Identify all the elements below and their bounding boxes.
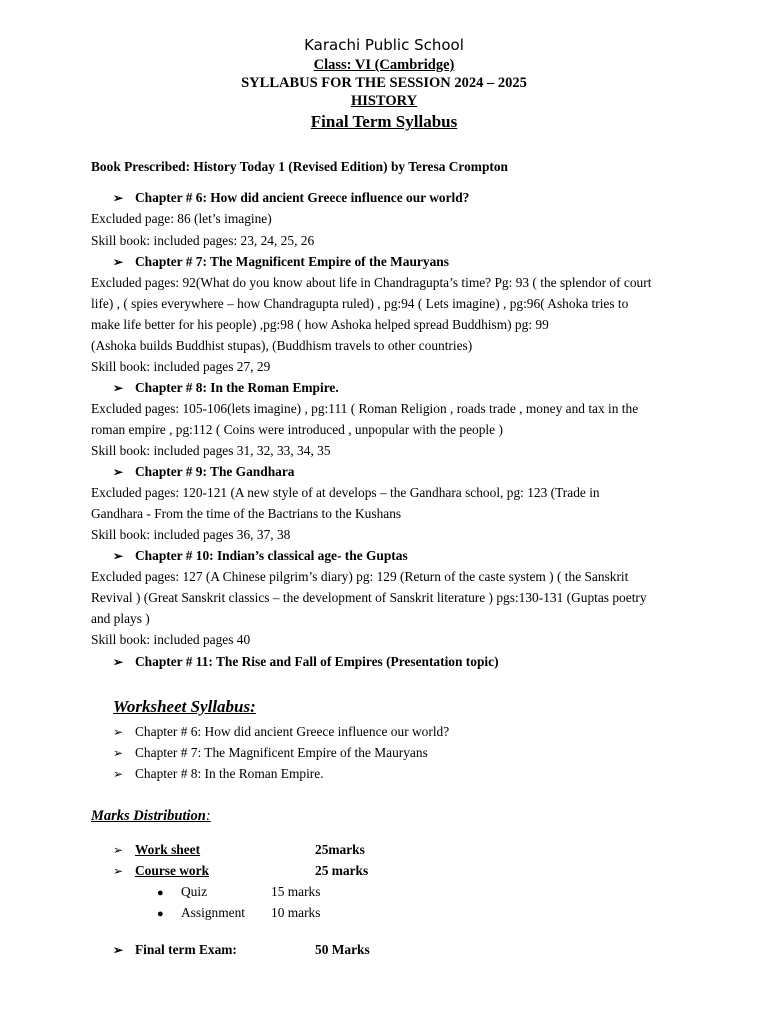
chapter-10-line: and plays ) [91,611,150,626]
chapter-8-line: Skill book: included pages 31, 32, 33, 34, 35 [91,443,331,458]
bullet-icon: ● [157,908,164,920]
chapter-7-line: life) , ( spies everywhere – how Chandragupta ruled) , pg:94 ( Lets imagine) , pg:96( Ashoka tries to [91,296,629,311]
arrow-icon: ➢ [113,191,124,205]
arrow-icon: ➢ [113,255,124,269]
chapter-9-line: Gandhara - From the time of the Bactrians to the Kushans [91,506,402,521]
worksheet-item: ➢ Chapter # 6: How did ancient Greece influence our world? [113,724,450,739]
chapter-10-title: ➢ Chapter # 10: Indian’s classical age- the Guptas [113,548,408,563]
arrow-icon: ➢ [113,725,124,739]
marks-row-assignment: ● Assignment 10 marks [157,905,321,920]
chapter-8-title: ➢ Chapter # 8: In the Roman Empire. [113,380,339,395]
chapter-10-line: Revival ) (Great Sanskrit classics – the development of Sanskrit literature ) pgs:130-131 (Guptas poetry [91,590,647,605]
class-title: Class: VI (Cambridge) [313,57,455,73]
chapter-8-line: roman empire , pg:112 ( Coins were introduced , unpopular with the people ) [91,422,503,437]
chapter-9-line: Skill book: included pages 36, 37, 38 [91,527,291,542]
chapter-9-line: Excluded pages: 120-121 (A new style of at develops – the Gandhara school, pg: 123 (Trade in [91,485,600,500]
chapter-7-line: Excluded pages: 92(What do you know about life in Chandragupta’s time? Pg: 93 ( the splendor of court [91,275,652,290]
chapter-10-line: Skill book: included pages 40 [91,632,251,647]
school-name: Karachi Public School [304,36,464,54]
chapter-11-title: ➢ Chapter # 11: The Rise and Fall of Empires (Presentation topic) [113,654,499,669]
worksheet-item: ➢ Chapter # 7: The Magnificent Empire of the Mauryans [113,745,428,760]
chapter-6-line: Skill book: included pages: 23, 24, 25, 26 [91,233,315,248]
marks-row-worksheet: ➢ Work sheet 25marks [113,842,365,857]
arrow-icon: ➢ [113,864,124,878]
chapter-6-line: Excluded page: 86 (let’s imagine) [91,211,272,226]
chapter-9-title: ➢ Chapter # 9: The Gandhara [113,464,295,479]
marks-row-final: ➢ Final term Exam: 50 Marks [113,942,370,957]
chapter-8-line: Excluded pages: 105-106(lets imagine) , pg:111 ( Roman Religion , roads trade , money and tax in the [91,401,639,416]
chapter-7-line: (Ashoka builds Buddhist stupas), (Buddhism travels to other countries) [91,338,473,353]
bullet-icon: ● [157,887,164,899]
arrow-icon: ➢ [113,746,124,760]
arrow-icon: ➢ [113,465,124,479]
chapter-10-line: Excluded pages: 127 (A Chinese pilgrim’s diary) pg: 129 (Return of the caste system ) ( the Sanskrit [91,569,629,584]
arrow-icon: ➢ [113,767,124,781]
chapter-7-line: make life better for his people) ,pg:98 ( how Ashoka helped spread Buddhism) pg: 99 [91,317,549,332]
arrow-icon: ➢ [113,943,124,957]
chapter-6-title: ➢ Chapter # 6: How did ancient Greece influence our world? [113,190,470,205]
chapter-7-line: Skill book: included pages 27, 29 [91,359,271,374]
worksheet-item: ➢ Chapter # 8: In the Roman Empire. [113,766,324,781]
chapter-7-title: ➢ Chapter # 7: The Magnificent Empire of the Mauryans [113,254,449,269]
marks-heading: Marks Distribution: [91,808,211,824]
session-title: SYLLABUS FOR THE SESSION 2024 – 2025 [241,75,527,91]
marks-row-quiz: ● Quiz 15 marks [157,884,321,899]
arrow-icon: ➢ [113,381,124,395]
arrow-icon: ➢ [113,655,124,669]
worksheet-heading: Worksheet Syllabus: [113,697,256,716]
book-prescribed: Book Prescribed: History Today 1 (Revised Edition) by Teresa Crompton [91,159,509,174]
marks-row-coursework: ➢ Course work 25 marks [113,863,369,878]
subject-title: HISTORY [350,93,418,109]
arrow-icon: ➢ [113,549,124,563]
term-title: Final Term Syllabus [310,112,458,131]
arrow-icon: ➢ [113,843,124,857]
